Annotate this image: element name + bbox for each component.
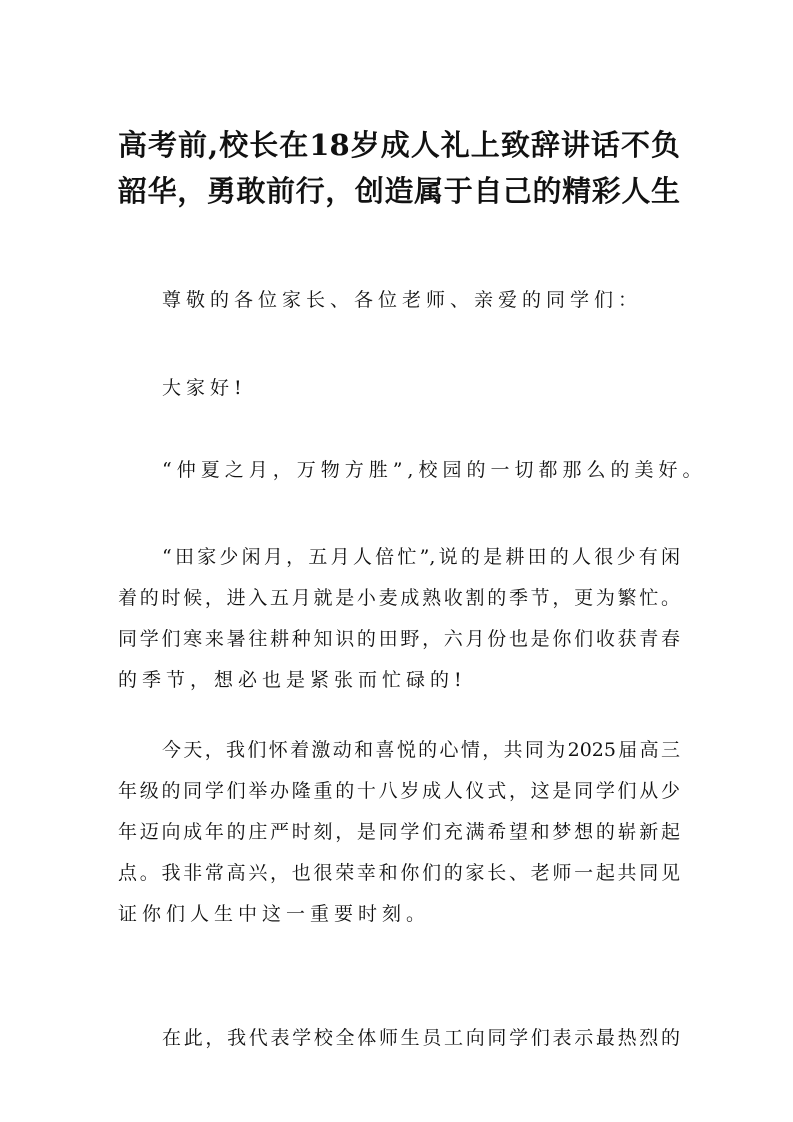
text-line: “仲夏之月，万物方胜”,校园的一切都那么的美好。 [162, 459, 707, 481]
paragraph [118, 1018, 680, 1059]
text-line: 在此，我代表学校全体师生员工向同学们表示最热烈的 [162, 1027, 680, 1049]
text-line: 年级的同学们举办隆重的十八岁成人仪式，这是同学们从少 [118, 780, 680, 802]
text-line: 着的时候，进入五月就是小麦成熟收割的季节，更为繁忙。 [118, 587, 680, 609]
text-line: “田家少闲月，五月人倍忙”,说的是耕田的人很少有闲 [162, 546, 680, 568]
document-title [118, 122, 680, 214]
greeting-paragraph [118, 368, 680, 409]
text-line: 点。我非常高兴，也很荣幸和你们的家长、老师一起共同见 [118, 862, 680, 884]
title-line: 韶华，勇敢前行，创造属于自己的精彩人生 [118, 174, 680, 208]
text-line: 的季节，想必也是紧张而忙碌的! [118, 669, 467, 691]
title-line: 高考前,校长在18岁成人礼上致辞讲话不负 [118, 128, 680, 162]
paragraph [118, 450, 707, 491]
text-line: 证你们人生中这一重要时刻。 [118, 903, 431, 925]
text-line: 今天，我们怀着激动和喜悦的心情，共同为2025届高三 [162, 739, 680, 761]
salutation-paragraph [118, 280, 680, 321]
document-body [118, 280, 707, 1106]
paragraph [118, 730, 680, 935]
text-line: 同学们寒来暑往耕种知识的田野，六月份也是你们收获青春 [118, 628, 680, 650]
text-line: 大家好! [162, 377, 247, 399]
paragraph [118, 537, 680, 701]
text-line: 年迈向成年的庄严时刻，是同学们充满希望和梦想的崭新起 [118, 821, 680, 843]
text-line: 尊敬的各位家长、各位老师、亲爱的同学们： [162, 289, 643, 311]
